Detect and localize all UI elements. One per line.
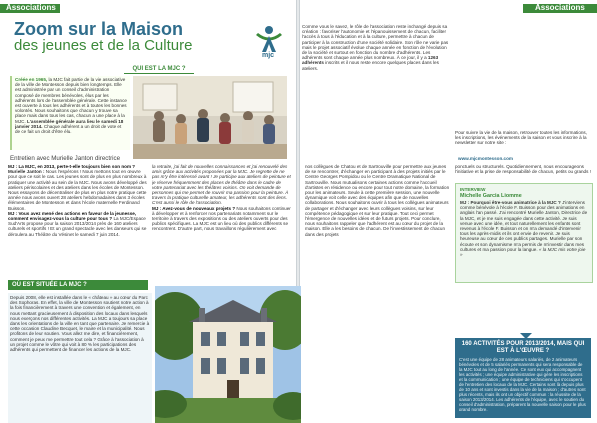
section-bar-left (0, 4, 60, 13)
website-link[interactable]: www.mjcmontesson.com (458, 156, 513, 161)
logo-text: mjc (262, 52, 275, 59)
section-label: Associations (6, 3, 56, 12)
activities-box (455, 338, 591, 418)
col-1 (8, 164, 148, 276)
col-4-text: ponctuels ou structurels. Quotidiennement, nous encourageons l'initiative et la prise de responsabilité de chacun, petits ou grands ! (455, 164, 591, 175)
ou-est-text: Depuis 2008, elle est installée dans le « château » au cœur du Parc des Sophoras. En effet, la ville de Montesson soutient notre action à la fois financièrement à travers une convention et également, en nous mettant gracieusement à disposition des locaux dans lesquels nous exerçons nos différentes activités. La MJC a toujours sa place dans les orientations de la ville en tant que partenaire. Je remercie à cette occasion Claudine Becquet, le maire et la municipalité. Nous profitons de leur soutien. Vous allez me dire, et financièrement, comment je peux me permettre tout cela ? Grâce à l'association à un projet comme le vôtre qui voit à 80 % les participations des adhérents qui permettent de financer les actions de la MJC. (8, 293, 152, 423)
col-3: nos collègues de Chatou et de Sartrouville pour permettre aux jeunes de se rencontrer, d'échanger en participant à des projets initiés par le Centre Georges Pompidou ou le Centre Dramatique National de Sartrouville. Nous mutualisons certaines actions comme l'accueil d'artistes en résidence ou encore pour tout notre domaine, la formation pour les animateurs. Seule à cette première session, une nouvelle dynamique voit celle avec des équipes afin que de nouvelles collaborations. Nous souhaitons ouvrir à tous les collègues animateurs de partager et d'échanger avec leurs collègues voisins, sur leur compétence pédagogique et sur leur pratique. Tout ceci permet l'émergence de nouvelles idées et de futurs projets. Pour conclure, nous souhaitons rappeler que l'adhérent est au cœur du projet de la maison. Elle a les besoins de chacun. De l'investissement de chacun dans des projets (305, 164, 450, 237)
agm-tail: Chaque adhérent a un droit de vote et de ce fait un droit d'être élu. (15, 123, 122, 135)
follow-text: Pour suivre la vie de la maison, retrouver toutes les informations, les inscriptions, les événements de la saison et vous inscrire à la newsletter sur notre site : (455, 130, 588, 146)
agm-date: L'assemblée générale aura lieu le samedi 18 janvier 2014. (15, 118, 124, 129)
interview-label: INTERVIEW (460, 187, 486, 192)
interview-sign: « la MJC mis votre joie » (460, 246, 586, 258)
interview-answer: J'interviens comme bénévole à l'école F. Buisson pour des animations en anglais l'an passé. J'ai rencontré Murielle Janton, Directrice de la MJC, et je me suis engagée dans cette activité. Je suis venue avec une idée, et tout naturellement les enfants sont revenus à l'école F. Buisson et on m'a demandé d'intervenir tous les après-midis et ils ont envie de revenir. Je suis heureuse au cœur de ces publics partages. Murielle par son écoute et son dynamisme m'a permis de m'investir dans mes cultures et ma passion pour la langue. (460, 200, 588, 252)
intro-box (10, 76, 130, 150)
intro-body: la MJC fait partie de la vie associative de la ville de Montesson depuis bien longtemps. Elle est administrée par un conseil d'administration composé de membres bénévoles, élus par les adhérents lors de l'assemblée générale. Cette instance est ouverte à tous les adhérents et à toutes les bonnes volontés. Nous souhaitons que chacun y trouve sa place mais dans tous les cas, chacun a une place à la MJC. (15, 77, 127, 124)
answer-1: Nous l'espérons ! Nous mettons tout en œuvre pour que ce soit le cas. Les jeunes sont de plus en plus nombreux à pratiquer une activité au sein de la MJC. Nous avons développé des ateliers périscolaires et des ateliers dans les écoles de Montesson. Nous essayons de décentraliser de plus en plus notre pratique cette année nous avons ouvert 28 ateliers hebdomadaires dans 3 écoles élémentaires de Montesson et dans l'école maternelle Ferdinand Buisson. (8, 169, 147, 211)
intro-right-text (302, 24, 452, 154)
workshop-photo (133, 76, 287, 159)
col-2 (152, 164, 292, 282)
section-label-right: Associations (535, 3, 585, 12)
ou-est-heading: OÙ EST SITUÉE LA MJC ? (8, 280, 148, 290)
intro-right-body: Comme vous le savez, le rôle de l'association reste inchangé depuis sa création : favoriser l'autonomie et l'épanouissement de chacun, faciliter l'accès à tous à l'éducation et à la culture, permettre à chacun de participer à la construction d'une société solidaire. Son rôle ne varie pas mais le projet associatif évolue chaque année en fonction de l'évolution de la société et surtout en fonction du nombre d'adhérents. Les adhérents sont chaque année plus nombreux. À ce jour, il y a (302, 24, 449, 61)
interview-box (455, 183, 593, 283)
building-photo (155, 286, 301, 423)
interview-question: MJ : Pourquoi être-vous animatrice à la MJC ? (460, 200, 561, 205)
page-title: Zoom sur la Maison (14, 19, 184, 39)
page-subtitle: des jeunes et de la Culture (14, 37, 193, 54)
activities-text: C'est une équipe de 28 animateurs salariés, de 2 animateurs bénévoles et de 5 salariés permanents qui sera responsable de la MJC tout au long de l'année. Ce sont eux qui accompagnent les activités ; une équipe administrative qui gère les inscriptions et la communication ; une équipe de techniciens qui s'occupent de l'entretien des locaux de la MJC. Certains sont là depuis plus de 10 ans et sont investis dans la vie de la maison ; d'autres sont plus récents, mais ils ont un objectif commun : la réussite de la saison 2013/2014. Les adhérents de l'équipe, avec le soutien du conseil d'administration, préparent la nouvelle saison pour le plus grand nombre. (459, 357, 586, 411)
member-count: 1263 adhérents (302, 55, 439, 66)
mjc-logo (252, 22, 286, 56)
question-3: MJ : Avez-vous de nouveaux projets ? (152, 205, 236, 211)
question-1: MJ : La MJC, en 2013, perte-t-elle toujours bien son nom ? (8, 164, 136, 169)
qui-est-heading: QUI EST LA MJC ? (124, 66, 194, 74)
intro-lead: Créée en 1965, (15, 77, 48, 82)
section-bar-right (523, 4, 597, 13)
answer-2: La MJC/Espace Sud'Arts propose pour la saison 2013/2014 près de 160 ateliers culturels et sportifs ! Et un grand spectacle avec les danseurs qui se déroulera au Théâtre du Vésinet le samedi 7 juin 2014. (8, 216, 147, 237)
col-2-text: la retraite, j'ai fait de nouvelles connaissances et j'ai renouvelé des amis grâce aux activités proposées par la MJC. Je regrette de ne pas m'y être intéressé avant ! Je participe aux ateliers de peinture et je réserve fréquemment des places de théâtre dans le cadre de votre partenariat avec les théâtres voisins. On voit demande de personnes qui me permet de rouvrir ma passion pour la peinture. À travers la pratique culturelle amateur, les adhérents sont des liens. C'est aussi le rôle de l'association. (152, 164, 291, 206)
interview-heading: Entretien avec Murielle Janton directrice (10, 155, 121, 162)
answer-3: Nous souhaitons continuer à développer et à renforcer nos partenariats notamment sur le territoire à travers des expositions ou des ateliers ouverts pour des publics spécifiques. La MJC est un lieu où des publics différents se rencontrent. D'autre part, nous travaillons régulièrement avec (152, 205, 291, 232)
question-2: MJ : Vous avez mené des actions en faveur de la jeunesse, comment envisagez-vous la culture pour tous ? (8, 210, 137, 222)
activities-title: 160 ACTIVITÉS POUR 2013/2014, MAIS QUI EST À L'ŒUVRE ? (461, 341, 585, 354)
intro-right-tail: inscrits et il nous reste encore quelques places dans les ateliers. (302, 60, 439, 71)
interview-name: Michelle Garcia Liomme (460, 193, 522, 199)
answer-1-name: Murielle Janton : (8, 169, 45, 175)
